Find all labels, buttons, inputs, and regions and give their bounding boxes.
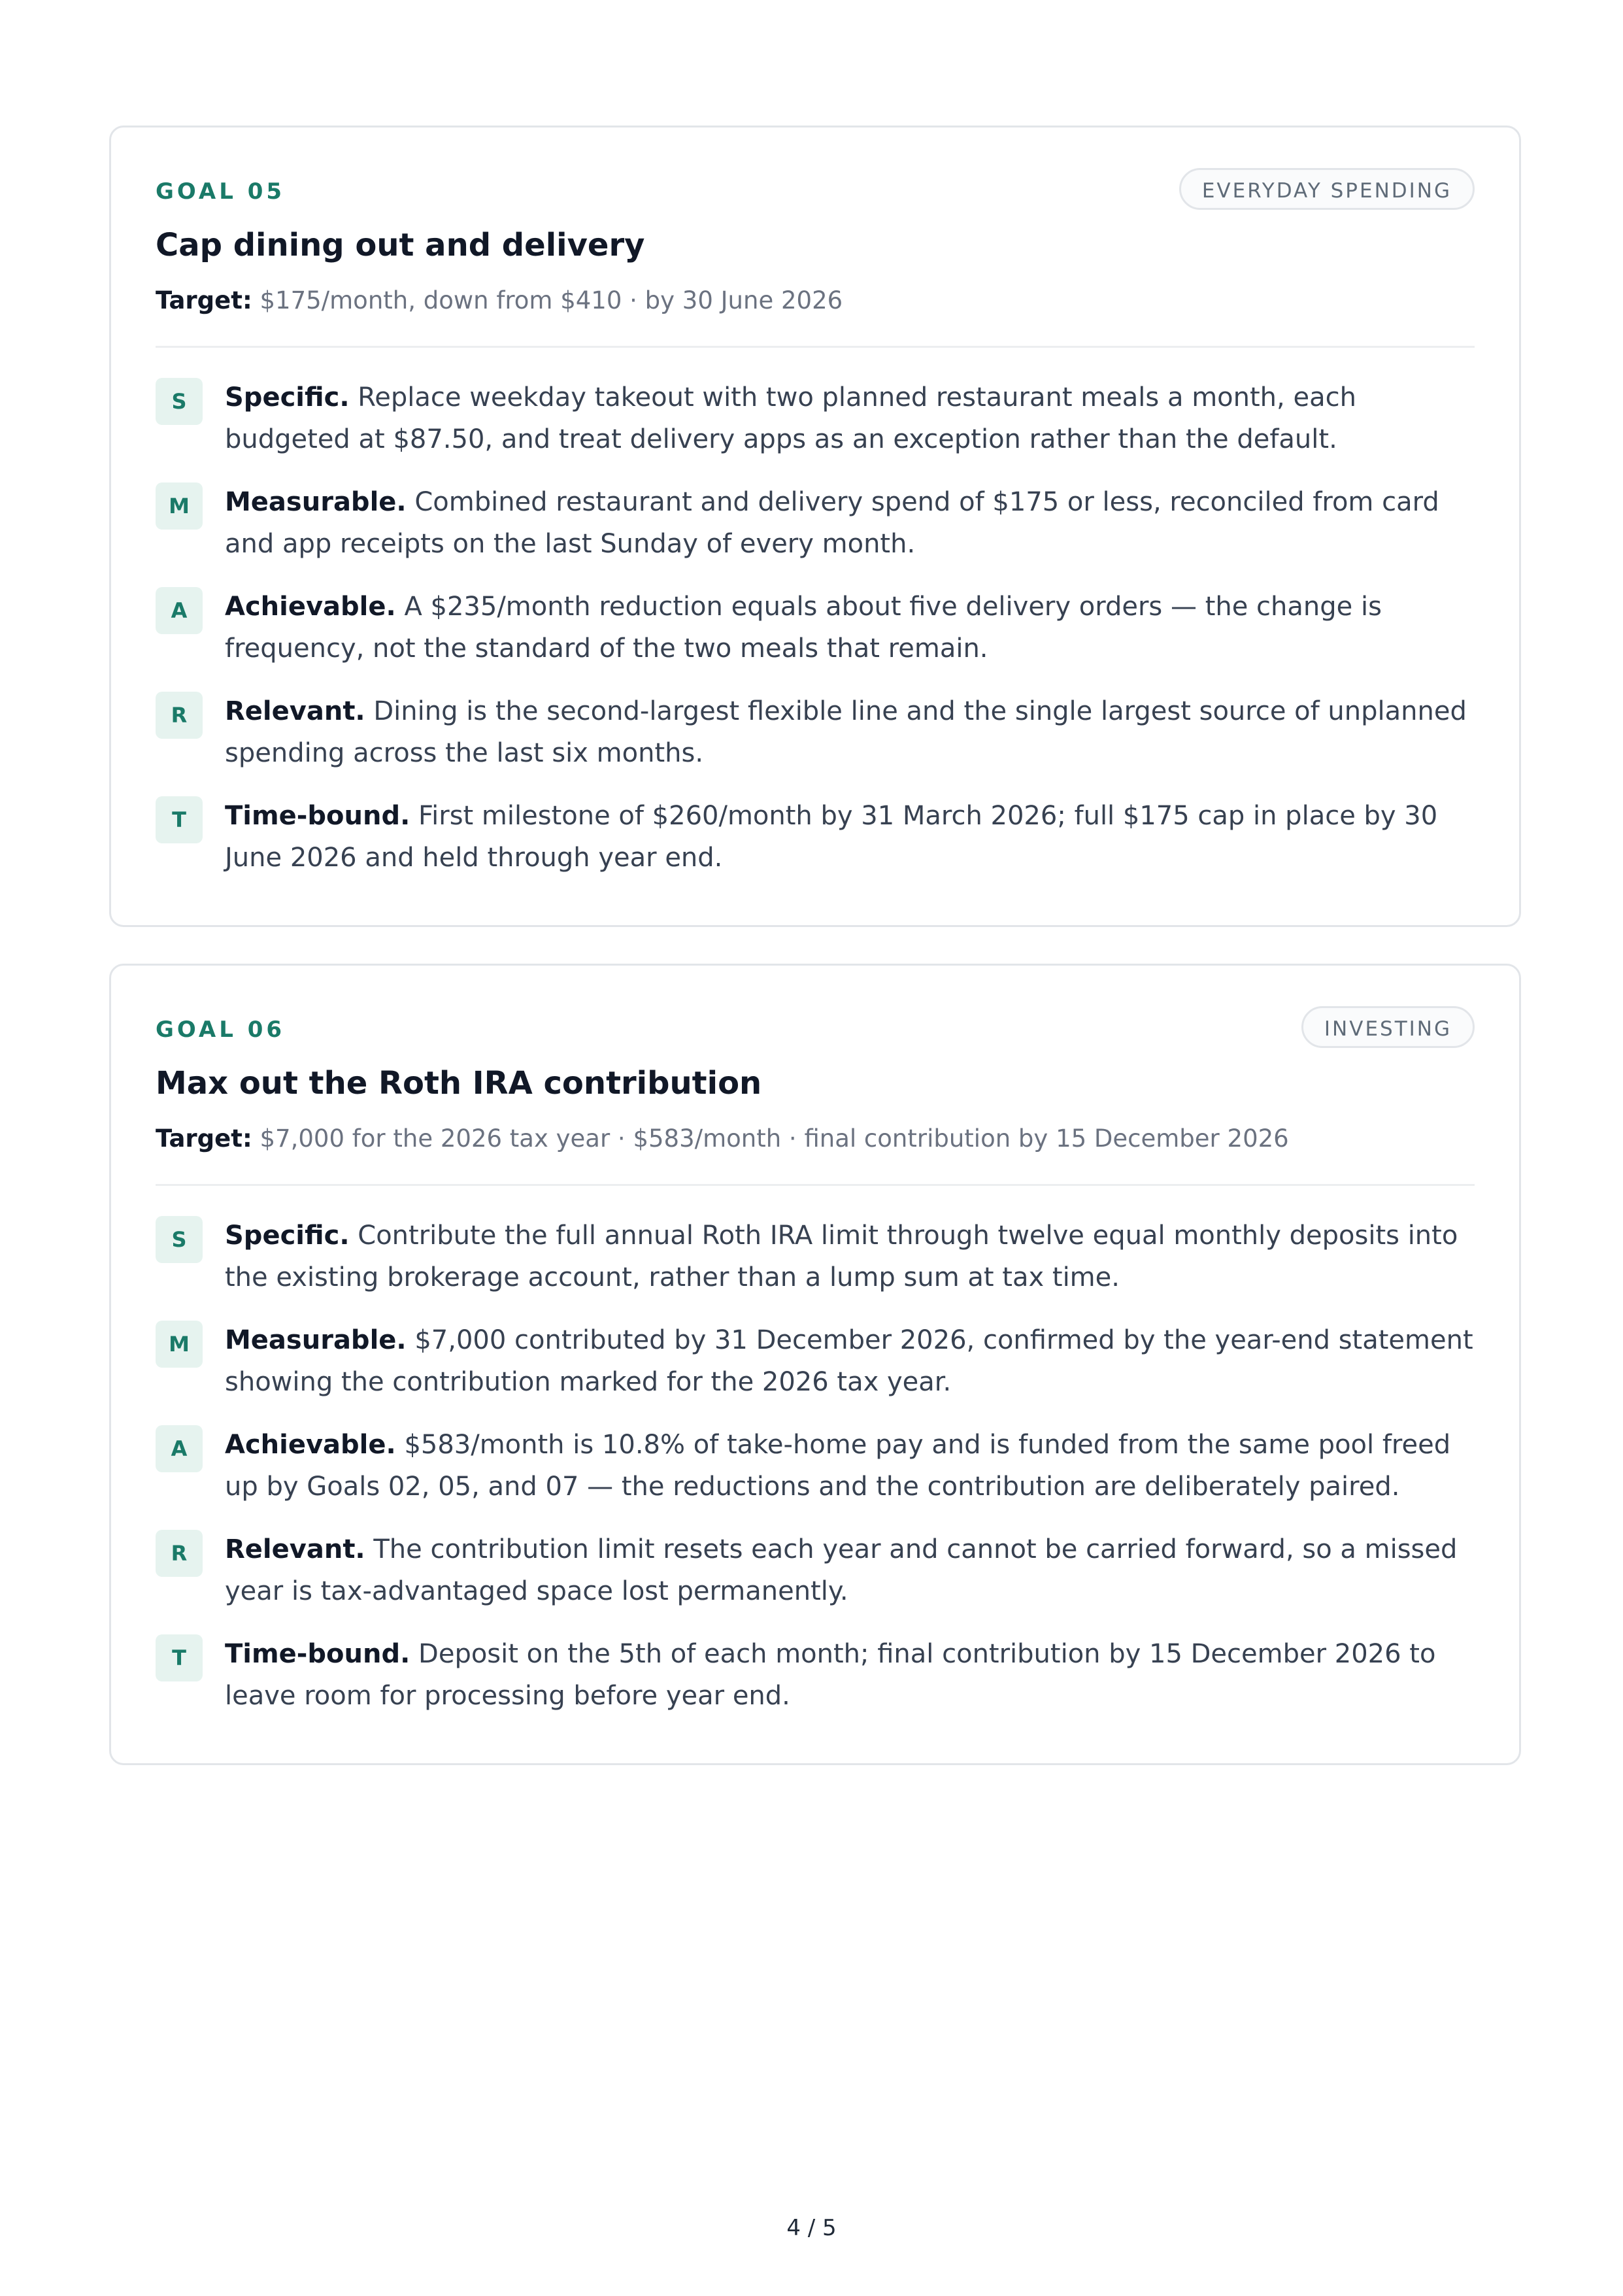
target-value: $7,000 for the 2026 tax year · $583/month · final contribution by 15 December 2026 xyxy=(259,1124,1289,1153)
criterion-term: Measurable. xyxy=(225,1325,407,1355)
criterion-specific xyxy=(156,377,1475,460)
goal-card-06 xyxy=(109,964,1521,1765)
criterion-text xyxy=(225,1633,1475,1717)
page-number: 4 / 5 xyxy=(786,2215,837,2241)
criterion-text xyxy=(225,1319,1475,1403)
criterion-text xyxy=(225,1424,1475,1508)
criterion-text xyxy=(225,481,1475,565)
criterion-text xyxy=(225,377,1475,460)
criterion-term: Time-bound. xyxy=(225,801,410,831)
criterion-description: $7,000 contributed by 31 December 2026, confirmed by the year-end statement showing the contribution marked for the 2026 tax year. xyxy=(225,1325,1473,1397)
criterion-achievable xyxy=(156,1424,1475,1508)
criterion-letter-badge: S xyxy=(156,1216,203,1263)
goal-card-header xyxy=(156,966,1475,1064)
criterion-achievable xyxy=(156,586,1475,669)
criterion-letter-badge: T xyxy=(156,796,203,843)
criterion-term: Achievable. xyxy=(225,1430,396,1460)
criterion-term: Specific. xyxy=(225,382,350,413)
target-value: $175/month, down from $410 · by 30 June 2026 xyxy=(259,286,843,314)
criterion-description: Replace weekday takeout with two planned restaurant meals a month, each budgeted at $87.50, and treat delivery apps as an exception rather than the default. xyxy=(225,382,1356,454)
goal-title: Max out the Roth IRA contribution xyxy=(156,1065,762,1102)
criterion-description: First milestone of $260/month by 31 March 2026; full $175 cap in place by 30 June 2026 and held through year end. xyxy=(225,801,1438,873)
criterion-letter-badge: T xyxy=(156,1634,203,1681)
criterion-time-bound xyxy=(156,795,1475,879)
category-tag: INVESTING xyxy=(1301,1006,1475,1048)
goal-card-header xyxy=(156,127,1475,226)
criterion-text xyxy=(225,586,1475,669)
criterion-description: The contribution limit resets each year and cannot be carried forward, so a missed year is tax-advantaged space lost permanently. xyxy=(225,1534,1458,1606)
category-tag: EVERYDAY SPENDING xyxy=(1179,168,1475,210)
criterion-term: Specific. xyxy=(225,1221,350,1251)
criterion-term: Achievable. xyxy=(225,592,396,622)
criterion-letter-badge: R xyxy=(156,692,203,739)
criterion-letter-badge: A xyxy=(156,1425,203,1472)
criterion-measurable xyxy=(156,481,1475,565)
criterion-term: Relevant. xyxy=(225,1534,365,1564)
criterion-specific xyxy=(156,1215,1475,1298)
criterion-description: $583/month is 10.8% of take-home pay and is funded from the same pool freed up by Goals 02, 05, and 07 — the reductions and the contribution are deliberately paired. xyxy=(225,1430,1451,1502)
criterion-text xyxy=(225,1215,1475,1298)
criterion-measurable xyxy=(156,1319,1475,1403)
criterion-term: Measurable. xyxy=(225,487,407,517)
criterion-letter-badge: S xyxy=(156,378,203,425)
goal-title: Cap dining out and delivery xyxy=(156,227,645,263)
divider xyxy=(156,346,1475,348)
target-key: Target: xyxy=(156,1124,252,1153)
target-key: Target: xyxy=(156,286,252,314)
criterion-relevant xyxy=(156,690,1475,774)
criterion-letter-badge: A xyxy=(156,587,203,634)
criterion-text xyxy=(225,795,1475,879)
criterion-time-bound xyxy=(156,1633,1475,1717)
criterion-description: Combined restaurant and delivery spend of $175 or less, reconciled from card and app receipts on the last Sunday of every month. xyxy=(225,487,1439,559)
goal-label: GOAL 05 xyxy=(156,178,286,205)
goal-target xyxy=(156,284,1475,317)
goal-card-05 xyxy=(109,126,1521,927)
criterion-text xyxy=(225,690,1475,774)
criterion-text xyxy=(225,1528,1475,1612)
criterion-relevant xyxy=(156,1528,1475,1612)
goal-target xyxy=(156,1123,1475,1155)
goal-label: GOAL 06 xyxy=(156,1017,286,1043)
criterion-term: Time-bound. xyxy=(225,1639,410,1669)
criterion-description: Dining is the second-largest flexible line and the single largest source of unplanned spending across the last six months. xyxy=(225,696,1467,768)
criterion-description: Deposit on the 5th of each month; final contribution by 15 December 2026 to leave room for processing before year end. xyxy=(225,1639,1436,1711)
criterion-description: A $235/month reduction equals about five delivery orders — the change is frequency, not the standard of the two meals that remain. xyxy=(225,592,1382,664)
divider xyxy=(156,1184,1475,1186)
criterion-letter-badge: M xyxy=(156,482,203,530)
criterion-term: Relevant. xyxy=(225,696,365,726)
criterion-letter-badge: R xyxy=(156,1530,203,1577)
criterion-letter-badge: M xyxy=(156,1321,203,1368)
criterion-description: Contribute the full annual Roth IRA limit through twelve equal monthly deposits into the existing brokerage account, rather than a lump sum at tax time. xyxy=(225,1221,1458,1292)
